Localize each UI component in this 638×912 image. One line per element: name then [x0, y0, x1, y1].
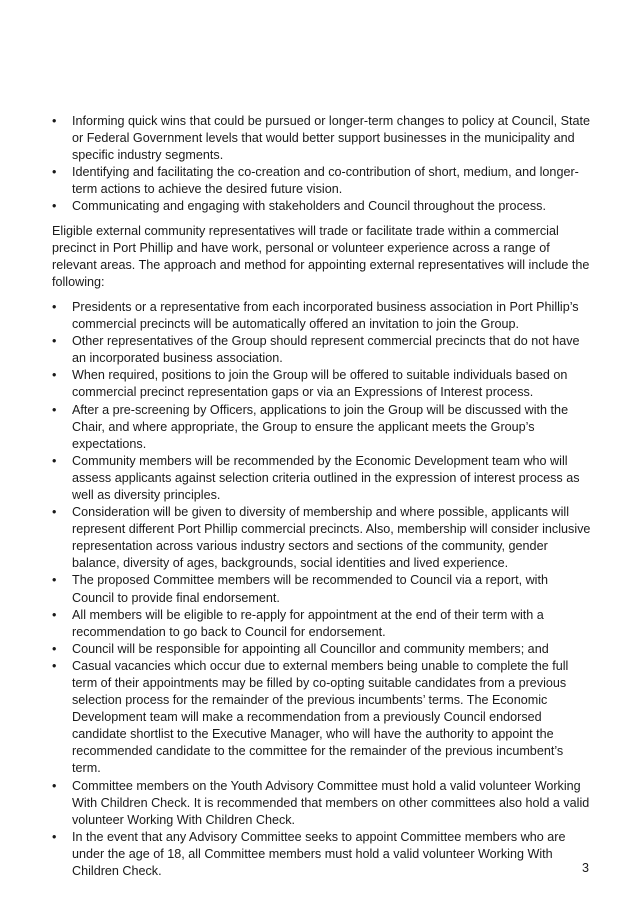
list-item-text: In the event that any Advisory Committee seeks to appoint Committee members who are under the age of 18, all Committee members must hold a valid volunteer Working With Children Check. [72, 829, 566, 879]
list-item [52, 402, 592, 453]
list-item [52, 333, 592, 367]
bullet-icon: • [52, 453, 57, 468]
list-item [52, 504, 592, 572]
list-item-text: Consideration will be given to diversity of membership and where possible, applicants will represent different Port Phillip commercial precincts. Also, membership will consider inclusive representation across various industry sectors and sections of the community, gender balance, diversity of ages, backgrounds, social identities and lived experience. [72, 505, 591, 571]
list-item-text: Identifying and facilitating the co-creation and co-contribution of short, medium, and longer-term actions to achieve the desired future vision. [72, 165, 579, 197]
eligibility-paragraph: Eligible external community representatives will trade or facilitate trade within a commercial precinct in Port Phillip and have work, personal or volunteer experience across a range of relevant areas. The approach and method for appointing external representatives will include the following: [52, 223, 590, 289]
bullet-icon: • [52, 607, 57, 622]
list-item [52, 164, 592, 198]
purpose-list [52, 113, 592, 216]
bullet-icon: • [52, 165, 57, 180]
list-item-text: Committee members on the Youth Advisory Committee must hold a valid volunteer Working With Children Check. It is recommended that members on other committees also hold a valid volunteer Working With Children Check. [72, 778, 590, 827]
list-item-text: Council will be responsible for appointing all Councillor and community members; and [72, 641, 549, 656]
bullet-icon: • [52, 299, 57, 314]
list-item [52, 658, 592, 778]
list-item-text: The proposed Committee members will be recommended to Council via a report, with Council to provide final endorsement. [72, 573, 548, 605]
list-item-text: All members will be eligible to re-apply for appointment at the end of their term with a recommendation to go back to Council for endorsement. [72, 607, 544, 639]
list-item-text: Communicating and engaging with stakeholders and Council throughout the process. [72, 199, 546, 214]
bullet-icon: • [52, 505, 57, 520]
document-body [52, 113, 592, 880]
bullet-icon: • [52, 658, 57, 673]
bullet-icon: • [52, 114, 57, 128]
appointment-method-list [52, 299, 592, 880]
list-item-text: Other representatives of the Group should represent commercial precincts that do not have an incorporated business association. [72, 334, 580, 366]
list-item-text: Community members will be recommended by the Economic Development team who will assess applicants against selection criteria outlined in the expression of interest process as well as diversity principles. [72, 453, 580, 502]
page-number: 3 [582, 861, 590, 875]
list-item-text: Presidents or a representative from each incorporated business association in Port Phillip’s commercial precincts will be automatically offered an invitation to join the Group. [72, 299, 579, 332]
bullet-icon: • [52, 368, 57, 383]
bullet-icon: • [52, 334, 57, 349]
bullet-icon: • [52, 199, 57, 214]
list-item-text: Casual vacancies which occur due to external members being unable to complete the full term of their appointments may be filled by co-opting suitable candidates from a previous selection process for the remainder of the previous incumbents’ terms. The Economic Development team will make a recommendation from a previously Council endorsed candidate shortlist to the Executive Manager, who will have the authority to appoint the recommended candidate to the committee for the remainder of the previous incumbent’s term. [72, 658, 569, 776]
list-item [52, 607, 592, 641]
bullet-icon: • [52, 778, 57, 793]
bullet-icon: • [52, 829, 57, 844]
list-item [52, 299, 592, 333]
bullet-icon: • [52, 641, 57, 656]
list-item [52, 641, 592, 658]
list-item-text: After a pre-screening by Officers, applications to join the Group will be discussed with the Chair, and where appropriate, the Group to ensure the applicant meets the Group’s expectations. [72, 402, 569, 451]
bullet-icon: • [52, 402, 57, 417]
bullet-icon: • [52, 573, 57, 588]
list-item [52, 453, 592, 504]
list-item [52, 829, 592, 880]
list-item-text: When required, positions to join the Group will be offered to suitable individuals based on commercial precinct representation gaps or via an Expressions of Interest process. [72, 368, 568, 400]
list-item-text: Informing quick wins that could be pursued or longer-term changes to policy at Council, State or Federal Government levels that would better support businesses in the municipality and specific industry segments. [72, 114, 591, 163]
list-item [52, 572, 592, 606]
list-item [52, 367, 592, 401]
list-item [52, 778, 592, 829]
list-item [52, 113, 592, 164]
list-item [52, 198, 592, 215]
